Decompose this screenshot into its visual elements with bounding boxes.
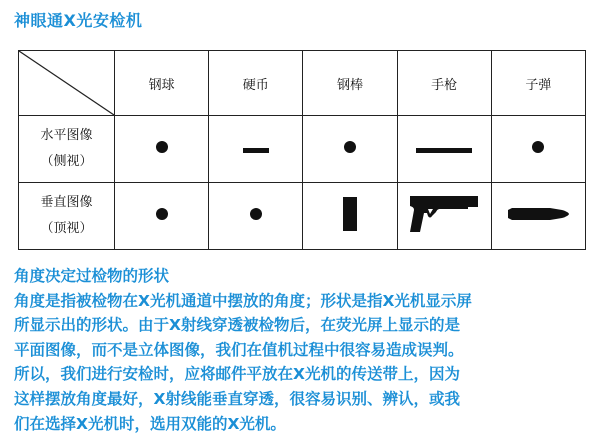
- table-row-horizontal: [19, 116, 586, 183]
- body-line: 这样摆放角度最好，X射线能垂直穿透，很容易识别、辨认，或我: [14, 389, 460, 408]
- body-line: 平面图像，而不是立体图像，我们在值机过程中很容易造成误判。: [14, 340, 464, 359]
- dot-shape: [156, 208, 168, 220]
- page-title: 神眼通X光安检机: [14, 11, 143, 30]
- cell-vertical-steel-rod: [303, 183, 397, 250]
- row-label-line2: （侧视）: [40, 154, 93, 169]
- dot-shape: [344, 141, 356, 153]
- cell-vertical-steel-ball: [115, 183, 209, 250]
- cell-horizontal-steel-rod: [303, 116, 397, 183]
- dot-shape: [156, 141, 168, 153]
- table-header-row: [19, 51, 586, 116]
- cell-horizontal-bullet: [491, 116, 585, 183]
- xray-shape-table: [18, 50, 586, 250]
- body-line: 角度是指被检物在X光机通道中摆放的角度；形状是指X光机显示屏: [14, 291, 472, 310]
- column-header-bullet: 子弹: [491, 51, 585, 116]
- column-header-pistol: 手枪: [397, 51, 491, 116]
- cell-vertical-coin: [209, 183, 303, 250]
- body-heading: 角度决定过检物的形状: [14, 267, 170, 285]
- body-line: 们在选择X光机时，选用双能的X光机。: [14, 414, 286, 433]
- row-label-line2: （顶视）: [40, 221, 93, 236]
- body-line: 所显示出的形状。由于X射线穿透被检物后，在荧光屏上显示的是: [14, 316, 460, 335]
- body-text: [14, 264, 596, 436]
- row-header-vertical: [19, 183, 115, 250]
- dot-shape: [532, 141, 544, 153]
- diagonal-line: [19, 51, 114, 115]
- table-row-vertical: [19, 183, 586, 250]
- cell-vertical-bullet: [491, 183, 585, 250]
- row-label-line1: 垂直图像: [40, 195, 93, 210]
- cell-vertical-pistol: [397, 183, 491, 250]
- short-line-shape: [243, 148, 269, 153]
- column-header-steel-ball: 钢球: [115, 51, 209, 116]
- body-line: 所以，我们进行安检时，应将邮件平放在X光机的传送带上，因为: [14, 365, 460, 384]
- long-line-shape: [416, 148, 472, 153]
- cell-horizontal-coin: [209, 116, 303, 183]
- rod-bar-shape: [343, 197, 357, 231]
- row-label-line1: 水平图像: [40, 128, 93, 143]
- dot-shape: [250, 208, 262, 220]
- diagonal-corner-cell: [19, 51, 115, 116]
- row-header-horizontal: [19, 116, 115, 183]
- column-header-coin: 硬币: [209, 51, 303, 116]
- pistol-icon: [408, 194, 480, 234]
- cell-horizontal-pistol: [397, 116, 491, 183]
- comparison-table-wrap: [18, 50, 586, 250]
- bullet-icon: [506, 206, 570, 222]
- column-header-steel-rod: 钢棒: [303, 51, 397, 116]
- cell-horizontal-steel-ball: [115, 116, 209, 183]
